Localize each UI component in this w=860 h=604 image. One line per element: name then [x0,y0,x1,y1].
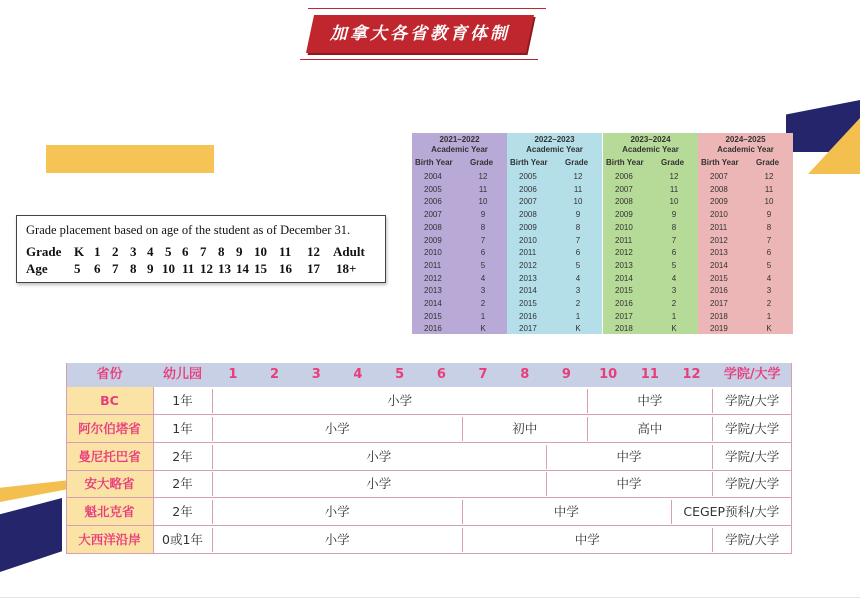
grade-cell: 9 [480,210,486,220]
table-header-cell: 11 [640,367,659,382]
grade-cell: 5 [766,260,772,270]
table-header-cell: 7 [478,367,488,382]
column-divider [212,389,213,413]
birth-year-cell: 2014 [710,260,728,270]
province-name: BC [100,393,119,408]
table-header-cell: 学院/大学 [723,367,781,382]
grade-cell: 10 [573,197,583,207]
table-header-cell: 10 [599,367,618,382]
page-title: 加拿大各省教育体制 [330,24,510,44]
birth-year-cell: 2013 [519,273,537,283]
school-stage-segment: 学院/大学 [725,532,780,547]
birth-year-cell: 2009 [710,197,728,207]
grade-placement-box [16,215,386,283]
grade-cell: 7 [671,235,677,245]
birth-year-cell: 2017 [710,299,728,308]
age-value: 5 [74,261,81,276]
school-stage-segment: CEGEP预科/大学 [683,504,780,520]
birth-year-cell: 2012 [519,260,537,270]
kindergarten-years: 1年 [172,393,193,408]
kindergarten-years: 2年 [172,448,193,464]
table-header-cell: 2 [270,367,280,382]
school-stage-segment: 中学 [616,476,642,492]
grade-cell: K [575,324,581,334]
segment-divider [712,528,713,552]
grade-header: Grade [756,158,780,167]
birth-year-cell: 2011 [519,248,537,258]
school-stage-segment: 小学 [324,532,350,547]
grade-cell: 12 [573,172,583,181]
grade-cell: 8 [480,222,486,232]
table-border-left [66,363,67,554]
grade-value: 1 [94,244,101,259]
grade-cell: 10 [764,197,774,207]
birth-year-cell: 2016 [519,311,537,321]
birth-year-cell: 2018 [710,311,728,321]
grade-cell: 9 [766,210,772,220]
table-header-cell: 省份 [96,367,123,382]
table-header-cell: 幼儿园 [162,367,202,382]
age-value: 15 [254,261,267,276]
birth-year-cell: 2004 [424,172,442,181]
table-header-cell: 6 [436,367,446,382]
age-value: 16 [279,261,292,276]
academic-year-table [412,133,507,334]
academic-year-label: Academic Year [622,145,679,154]
birth-year-cell: 2008 [424,222,442,232]
grade-cell: 3 [766,286,772,296]
birth-year-cell: 2005 [519,172,537,181]
grade-cell: 1 [671,311,677,321]
birth-year-header: Birth Year [415,158,453,167]
age-value: 18+ [336,261,357,276]
segment-divider [462,528,463,552]
kindergarten-years: 2年 [172,504,193,520]
kindergarten-years: 1年 [172,420,193,436]
table-header-cell: 1 [228,367,238,382]
segment-divider [712,417,713,441]
decorative-navy-shape-left [0,498,62,572]
birth-year-cell: 2013 [615,260,633,270]
grade-cell: 8 [575,222,581,232]
province-name: 安大略省 [84,476,135,492]
academic-year-range: 2023–2024 [630,135,671,144]
birth-year-cell: 2009 [615,210,633,220]
grade-cell: 4 [671,273,677,283]
segment-divider [712,472,713,496]
grade-cell: K [480,324,486,334]
grade-cell: 10 [478,197,488,207]
segment-divider [587,417,588,441]
birth-year-cell: 2012 [424,273,442,283]
birth-year-cell: 2008 [519,210,537,220]
kindergarten-years: 0或1年 [162,532,203,547]
grade-cell: 2 [575,299,581,308]
age-row-label: Age [26,261,48,276]
academic-year-label: Academic Year [526,145,583,154]
birth-year-cell: 2010 [519,235,537,245]
grade-cell: 2 [671,299,677,308]
grade-cell: 5 [480,260,486,270]
grade-cell: 8 [671,222,677,232]
province-name: 阿尔伯塔省 [78,420,141,436]
age-value: 6 [94,261,101,276]
birth-year-cell: 2007 [519,197,537,207]
school-stage-segment: 小学 [387,393,413,408]
academic-year-range: 2021–2022 [439,135,480,144]
academic-year-table [698,133,793,334]
grade-header: Grade [470,158,494,167]
grade-value: 11 [279,244,292,259]
grade-row-label: Grade [26,244,62,259]
school-stage-segment: 中学 [637,393,663,408]
birth-year-cell: 2008 [615,197,633,207]
birth-year-cell: 2006 [519,184,537,194]
table-border-right [791,363,792,554]
grade-cell: 6 [480,248,486,258]
grade-value: 9 [236,244,243,259]
grade-cell: 3 [480,286,486,296]
grade-cell: 6 [671,248,677,258]
age-value: 17 [307,261,320,276]
academic-year-heading [507,135,602,155]
column-divider [212,445,213,469]
academic-year-table [603,133,698,334]
grade-cell: 7 [480,235,486,245]
grade-value: 2 [112,244,119,259]
grade-value: 10 [254,244,267,259]
school-stage-segment: 学院/大学 [725,448,780,464]
decorative-yellow-bar [46,145,214,173]
grade-cell: 11 [573,184,583,194]
placement-note: Grade placement based on age of the student as of December 31. [26,223,351,237]
bottom-divider [0,597,860,598]
kindergarten-column-divider [153,387,154,554]
grade-value: 12 [307,244,320,259]
grade-cell: 4 [575,273,581,283]
birth-year-cell: 2014 [519,286,537,296]
column-divider [212,500,213,524]
column-divider [212,417,213,441]
school-stage-segment: 中学 [553,504,579,520]
segment-divider [462,417,463,441]
school-stage-segment: 小学 [324,420,350,436]
grade-cell: 2 [480,299,486,308]
grade-value: 4 [147,244,154,259]
school-stage-segment: 学院/大学 [725,393,780,408]
birth-year-cell: 2015 [710,273,728,283]
academic-year-range: 2024–2025 [725,135,766,144]
birth-year-cell: 2014 [424,299,442,308]
grade-cell: 3 [575,286,581,296]
academic-year-heading [698,135,793,155]
birth-year-cell: 2011 [710,222,728,232]
grade-cell: 6 [766,248,772,258]
birth-year-cell: 2016 [710,286,728,296]
birth-year-cell: 2015 [519,299,537,308]
grade-cell: 6 [575,248,581,258]
birth-year-header: Birth Year [701,158,739,167]
birth-year-cell: 2009 [424,235,442,245]
birth-year-cell: 2010 [424,248,442,258]
grade-value: K [74,244,85,259]
grade-cell: 11 [478,184,488,194]
birth-year-cell: 2012 [615,248,633,258]
birth-year-cell: 2008 [710,184,728,194]
grade-cell: 5 [671,260,677,270]
segment-divider [671,500,672,524]
grade-cell: 11 [669,184,679,194]
birth-year-cell: 2016 [615,299,633,308]
grade-cell: 8 [766,222,772,232]
birth-year-cell: 2006 [424,197,442,207]
birth-year-cell: 2011 [615,235,633,245]
grade-cell: 4 [766,273,772,283]
school-stage-segment: 学院/大学 [725,476,780,492]
province-name: 大西洋沿岸 [78,532,141,547]
table-header-cell: 8 [520,367,530,382]
academic-year-table [507,133,602,334]
segment-divider [587,389,588,413]
grade-cell: 1 [766,311,772,321]
grade-cell: 12 [669,172,679,181]
column-divider [212,472,213,496]
province-education-table [66,363,792,554]
column-divider [212,528,213,552]
grade-value: 3 [130,244,137,259]
grade-header: Grade [661,158,685,167]
segment-divider [546,445,547,469]
title-rule-top [308,8,546,9]
birth-year-cell: 2010 [615,222,633,232]
birth-year-cell: 2007 [424,210,442,220]
grade-header: Grade [565,158,589,167]
grade-cell: 1 [480,311,486,321]
grade-cell: 4 [480,273,486,283]
academic-year-label: Academic Year [717,145,774,154]
title-rule-bottom [300,59,538,60]
age-value: 8 [130,261,137,276]
birth-year-header: Birth Year [510,158,548,167]
school-stage-segment: 中学 [616,448,642,464]
age-value: 7 [112,261,119,276]
segment-divider [462,500,463,524]
grade-cell: 5 [575,260,581,270]
grade-cell: 7 [575,235,581,245]
birth-year-cell: 2013 [710,248,728,258]
age-value: 11 [182,261,195,276]
school-stage-segment: 中学 [574,532,600,547]
birth-year-header: Birth Year [606,158,644,167]
grade-cell: 12 [764,172,774,181]
school-stage-segment: 小学 [366,476,392,492]
birth-year-cell: 2005 [424,184,442,194]
birth-year-cell: 2010 [710,210,728,220]
birth-year-cell: 2014 [615,273,633,283]
grade-value: Adult [333,244,365,259]
birth-year-cell: 2015 [615,286,633,296]
table-header-cell: 3 [311,367,321,382]
birth-year-cell: 2009 [519,222,537,232]
grade-cell: 9 [575,210,581,220]
academic-year-label: Academic Year [431,145,488,154]
age-value: 12 [200,261,213,276]
grade-cell: K [766,324,772,334]
birth-year-cell: 2007 [710,172,728,181]
birth-year-cell: 2018 [615,324,633,334]
school-stage-segment: 学院/大学 [725,420,780,436]
birth-year-cell: 2019 [710,324,728,334]
birth-year-cell: 2015 [424,311,442,321]
grade-cell: 10 [669,197,679,207]
age-value: 10 [162,261,175,276]
grade-value: 5 [165,244,172,259]
school-stage-segment: 小学 [366,448,392,464]
birth-year-cell: 2016 [424,324,442,334]
title-banner [300,8,546,60]
table-header-cell: 5 [395,367,405,382]
age-value: 14 [236,261,249,276]
grade-value: 7 [200,244,207,259]
birth-year-cell: 2011 [424,260,442,270]
grade-cell: 12 [478,172,488,181]
kindergarten-years: 2年 [172,476,193,492]
table-header-cell: 9 [561,367,571,382]
academic-year-range: 2022–2023 [534,135,575,144]
birth-year-cell: 2006 [615,172,633,181]
age-value: 9 [147,261,154,276]
birth-year-cell: 2007 [615,184,633,194]
segment-divider [712,389,713,413]
row-divider [66,553,792,554]
province-name: 魁北克省 [84,504,135,520]
school-stage-segment: 高中 [637,420,663,436]
school-stage-segment: 初中 [512,420,538,436]
table-header-cell: 4 [353,367,363,382]
academic-year-heading [603,135,698,155]
birth-year-cell: 2017 [615,311,633,321]
school-stage-segment: 小学 [324,504,350,520]
grade-cell: K [671,324,677,334]
segment-divider [546,472,547,496]
table-header-cell: 12 [682,367,701,382]
birth-year-cell: 2013 [424,286,442,296]
grade-cell: 3 [671,286,677,296]
grade-cell: 7 [766,235,772,245]
age-value: 13 [218,261,231,276]
grade-value: 6 [182,244,189,259]
grade-value: 8 [218,244,225,259]
segment-divider [712,445,713,469]
birth-year-cell: 2012 [710,235,728,245]
birth-year-cell: 2017 [519,324,537,334]
grade-cell: 9 [671,210,677,220]
grade-cell: 2 [766,299,772,308]
province-name: 曼尼托巴省 [78,448,141,464]
grade-cell: 1 [575,311,581,321]
academic-year-heading [412,135,507,155]
grade-cell: 11 [764,184,774,194]
